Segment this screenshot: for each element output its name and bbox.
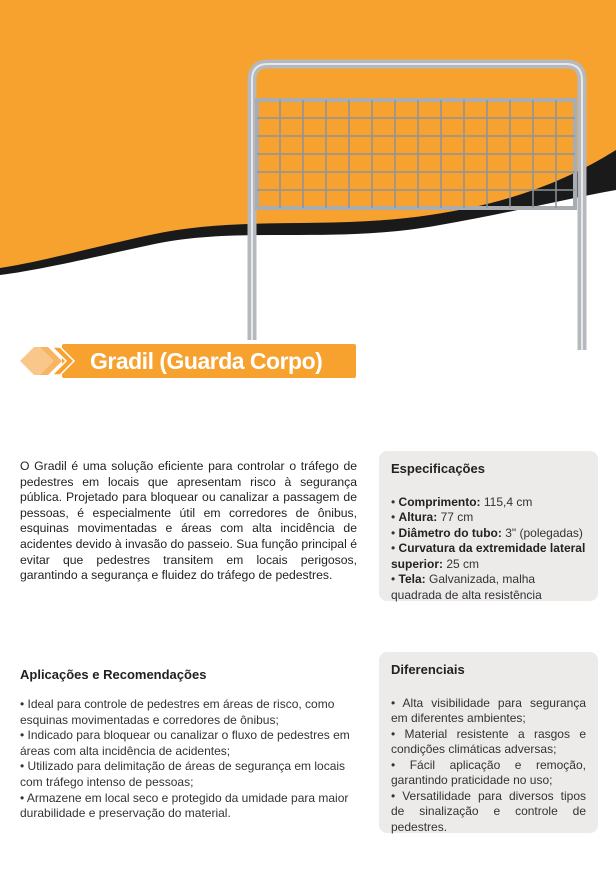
spec-label: Tela: <box>398 572 426 586</box>
spec-item: • Comprimento: 115,4 cm <box>391 494 533 509</box>
differential-item: • Alta visibilidade para segurança em diferentes ambientes; <box>391 695 586 725</box>
differential-text: Fácil aplicação e remoção, garantindo praticidade no uso; <box>391 757 586 787</box>
spec-item: • Altura: 77 cm <box>391 510 474 524</box>
differential-text: Material resistente a rasgos e condições climáticas adversas; <box>391 726 586 756</box>
differential-item: • Material resistente a rasgos e condições climáticas adversas; <box>391 726 586 756</box>
specifications-heading: Especificações <box>391 461 485 476</box>
spec-value: 115,4 cm <box>483 494 533 509</box>
differential-text: Versatilidade para diversos tipos de sinalização e controle de pedestres. <box>391 788 586 834</box>
spec-value: 25 cm <box>446 556 480 571</box>
differentials-card <box>379 652 598 833</box>
intro-paragraph: O Gradil é uma solução eficiente para controlar o tráfego de pedestres em locais que apresentam risco à segurança pública. Projetado para bloquear ou canalizar a passagem de pessoas, é especialmente útil em corredores de ônibus, esquinas movimentadas e áreas com alta incidência de acidentes devido à invasão do passeio. Sua função principal é evitar que pedestres transitem em locais perigosos, garantindo a segurança e fluidez do tráfego de pedestres. <box>20 459 357 583</box>
spec-label: Curvatura da extremidade lateral superior: <box>391 541 586 571</box>
page-title: Gradil (Guarda Corpo) <box>90 348 323 374</box>
application-item: • Ideal para controle de pedestres em áreas de risco, como esquinas movimentadas e corredores de ônibus; <box>20 697 335 727</box>
differential-text: Alta visibilidade para segurança em diferentes ambientes; <box>391 695 586 725</box>
differential-item: • Versatilidade para diversos tipos de sinalização e controle de pedestres. <box>391 788 586 834</box>
applications-heading: Aplicações e Recomendações <box>20 667 207 682</box>
spec-item: • Tela: Galvanizada, malha quadrada de alta resistência <box>391 572 542 602</box>
applications-list <box>20 697 357 822</box>
differentials-heading: Diferenciais <box>391 662 465 677</box>
spec-value: 3" (polegadas) <box>505 525 583 540</box>
spec-item: • Diâmetro do tubo: 3" (polegadas) <box>391 525 583 540</box>
spec-label: Altura: <box>398 510 438 524</box>
application-text: Utilizado para delimitação de áreas de segurança em locais com tráfego intenso de pessoas; <box>20 759 346 789</box>
header-background <box>0 0 616 380</box>
spec-item: • Curvatura da extremidade lateral superior: 25 cm <box>391 541 586 571</box>
chevron-arrows-icon <box>18 344 88 378</box>
spec-value: 77 cm <box>440 510 474 524</box>
spec-label: Comprimento: <box>398 494 481 509</box>
spec-value: Galvanizada, malha quadrada de alta resistência <box>391 572 542 602</box>
application-item: • Utilizado para delimitação de áreas de segurança em locais com tráfego intenso de pessoas; <box>20 759 346 789</box>
application-text: Indicado para bloquear ou canalizar o fluxo de pedestres em áreas com alta incidência de acidentes; <box>20 728 350 758</box>
specifications-card <box>379 451 598 601</box>
application-item: • Armazene em local seco e protegido da umidade para maior durabilidade e preservação do material. <box>20 790 349 821</box>
application-item: • Indicado para bloquear ou canalizar o fluxo de pedestres em áreas com alta incidência de acidentes; <box>20 728 350 758</box>
application-text: Armazene em local seco e protegido da umidade para maior durabilidade e preservação do material. <box>20 790 349 821</box>
differential-item: • Fácil aplicação e remoção, garantindo praticidade no uso; <box>391 757 586 787</box>
spec-label: Diâmetro do tubo: <box>398 525 502 540</box>
application-text: Ideal para controle de pedestres em áreas de risco, como esquinas movimentadas e corredores de ônibus; <box>20 697 335 727</box>
